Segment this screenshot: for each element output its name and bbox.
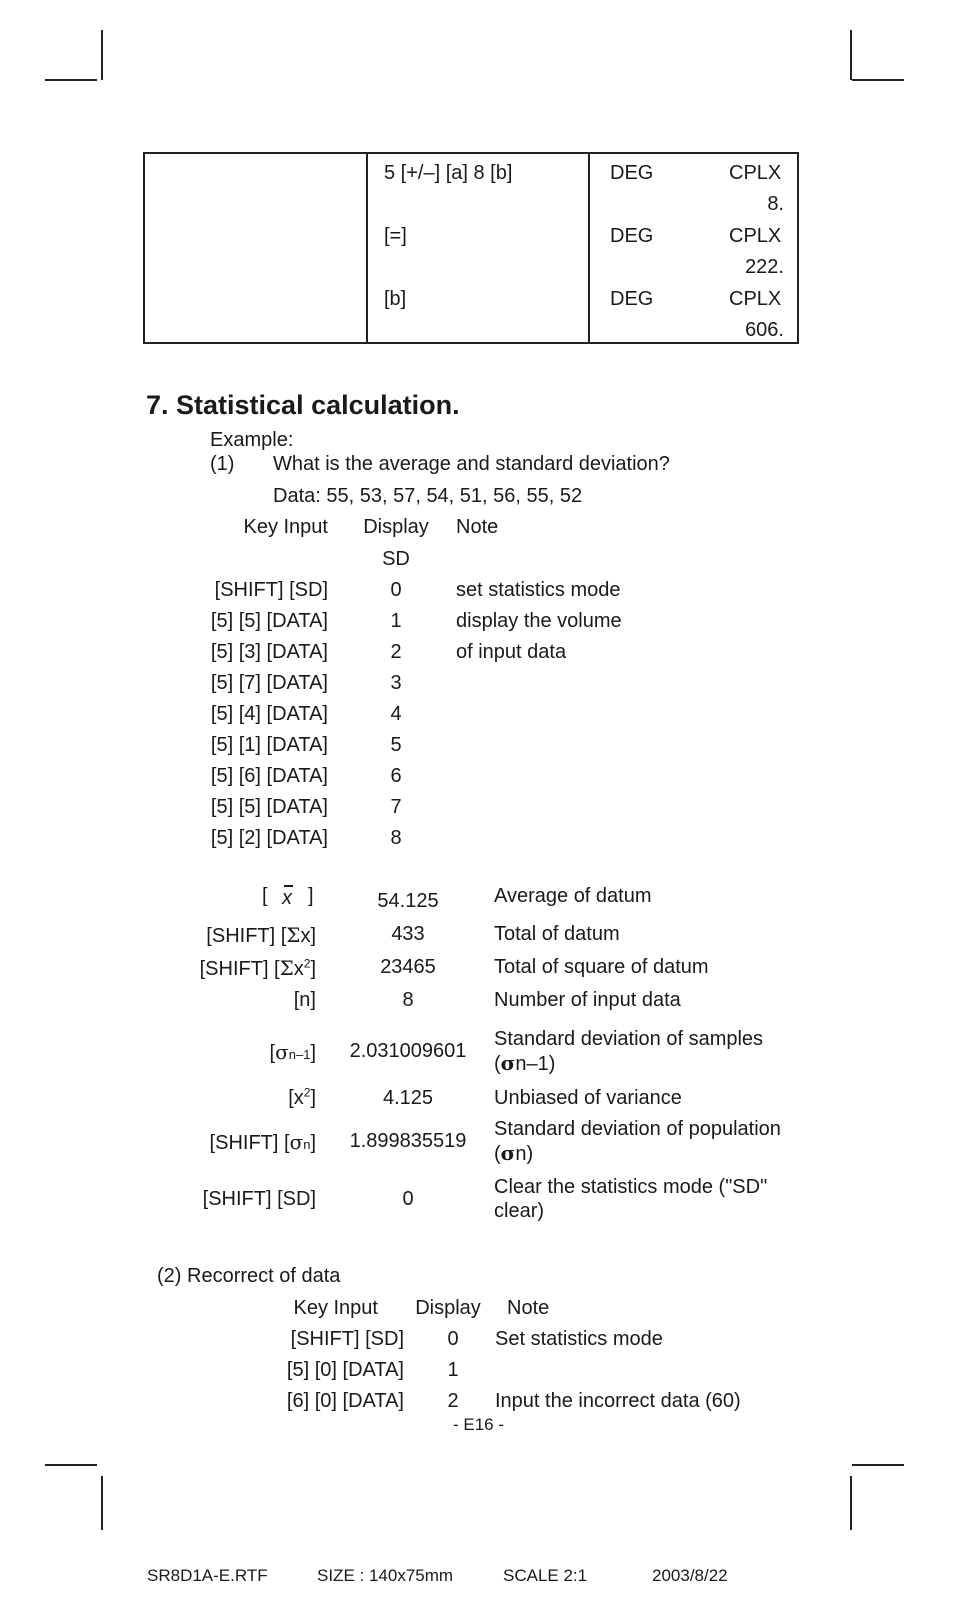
key-input: [6] [0] [DATA]	[286, 1390, 404, 1412]
table-cell-cplx: CPLX	[729, 162, 782, 184]
display-value: 23465	[380, 956, 436, 978]
key-input: [5] [7] [DATA]	[210, 672, 328, 694]
key-input: [5] [1] [DATA]	[210, 734, 328, 756]
key-input: [5] [2] [DATA]	[210, 827, 328, 849]
page-number: - E16 -	[453, 1415, 505, 1434]
note: Set statistics mode	[495, 1328, 663, 1350]
footer-scale: SCALE 2:1	[503, 1566, 588, 1585]
crop-mark	[101, 30, 103, 80]
header-display: Display	[363, 516, 429, 538]
display-value: 2.031009601	[349, 1040, 467, 1062]
key-input: [SHIFT] [Σx]	[206, 923, 316, 947]
display-value: 5	[390, 734, 402, 756]
footer-size: SIZE : 140x75mm	[317, 1566, 454, 1585]
key-input: [5] [5] [DATA]	[210, 796, 328, 818]
sd-indicator: SD	[382, 548, 410, 570]
display-value: 0	[390, 579, 402, 601]
display-value: 0	[447, 1328, 459, 1350]
note: Average of datum	[494, 885, 652, 907]
table-cell-key: 5 [+/–] [a] 8 [b]	[384, 162, 513, 184]
display-value: 7	[390, 796, 402, 818]
display-value: 4	[390, 703, 402, 725]
key-input: [5] [0] [DATA]	[286, 1359, 404, 1381]
table-cell-value: 222.	[745, 256, 784, 278]
key-input: [5] [3] [DATA]	[210, 641, 328, 663]
table-cell-mode: DEG	[610, 225, 654, 247]
header-display: Display	[415, 1297, 481, 1319]
crop-mark	[852, 79, 904, 81]
note: Unbiased of variance	[494, 1087, 682, 1109]
table-cell-mode: DEG	[610, 162, 654, 184]
key-input: [SHIFT] [σn]	[209, 1130, 316, 1154]
example-number: (1)	[210, 453, 235, 475]
crop-mark	[45, 79, 97, 81]
display-value: 6	[390, 765, 402, 787]
display-value: 3	[390, 672, 402, 694]
key-input: [5] [6] [DATA]	[210, 765, 328, 787]
display-value: 1	[447, 1359, 459, 1381]
note: Total of square of datum	[494, 956, 709, 978]
display-value: 1.899835519	[349, 1130, 467, 1152]
footer-filename: SR8D1A-E.RTF	[147, 1566, 268, 1585]
key-input: [SHIFT] [SD]	[202, 1188, 316, 1210]
note: set statistics mode	[456, 579, 621, 601]
example-label: Example:	[210, 429, 294, 451]
display-value: 8	[402, 989, 414, 1011]
crop-mark	[850, 30, 852, 80]
note: Clear the statistics mode ("SD" clear)	[494, 1176, 768, 1222]
part2-heading: (2) Recorrect of data	[157, 1265, 341, 1287]
header-note: Note	[507, 1297, 550, 1319]
header-key-input: Key Input	[293, 1297, 378, 1319]
header-key-input: Key Input	[243, 516, 328, 538]
display-value: 0	[402, 1188, 414, 1210]
table-cell-value: 8.	[767, 193, 784, 215]
key-bracket: [	[262, 885, 268, 907]
table-cell-value: 606.	[745, 319, 784, 341]
display-value: 433	[391, 923, 425, 945]
key-input: $[x^2]$	[288, 1085, 316, 1109]
footer-date: 2003/8/22	[652, 1566, 728, 1585]
display-value: 2	[390, 641, 402, 663]
table-cell-mode: DEG	[610, 288, 654, 310]
note: Standard deviation of population (σn)	[494, 1118, 781, 1165]
table-cell-key: [b]	[384, 288, 407, 310]
display-value: 8	[390, 827, 402, 849]
note: display the volume	[456, 610, 622, 632]
crop-mark	[101, 1476, 103, 1530]
key-input: [SHIFT] [SD]	[214, 579, 328, 601]
table-cell-cplx: CPLX	[729, 225, 782, 247]
display-value: 1	[390, 610, 402, 632]
note: Standard deviation of samples (σn–1)	[494, 1028, 764, 1075]
x-bar-symbol: x	[282, 887, 292, 909]
section-title: 7. Statistical calculation.	[146, 390, 460, 420]
display-value: 4.125	[382, 1087, 434, 1109]
table-cell-cplx: CPLX	[729, 288, 782, 310]
key-bracket: ]	[308, 885, 314, 907]
key-input: [SHIFT] $[\Sigma x^2]$	[199, 956, 316, 980]
example-question: What is the average and standard deviation?	[273, 453, 670, 475]
note: of input data	[456, 641, 567, 663]
crop-mark	[850, 1476, 852, 1530]
key-input: [5] [5] [DATA]	[210, 610, 328, 632]
display-value: 2	[447, 1390, 459, 1412]
key-input: [5] [4] [DATA]	[210, 703, 328, 725]
key-input: [σn–1]	[269, 1040, 316, 1064]
key-input: [n]	[293, 989, 316, 1011]
crop-mark	[852, 1464, 904, 1466]
note: Input the incorrect data (60)	[495, 1390, 741, 1412]
table-cell-key: [=]	[384, 225, 407, 247]
display-value: 54.125	[377, 890, 439, 912]
header-note: Note	[456, 516, 499, 538]
example-data: Data: 55, 53, 57, 54, 51, 56, 55, 52	[273, 485, 583, 507]
note: Number of input data	[494, 989, 681, 1011]
key-input: [SHIFT] [SD]	[290, 1328, 404, 1350]
note: Total of datum	[494, 923, 620, 945]
crop-mark	[45, 1464, 97, 1466]
